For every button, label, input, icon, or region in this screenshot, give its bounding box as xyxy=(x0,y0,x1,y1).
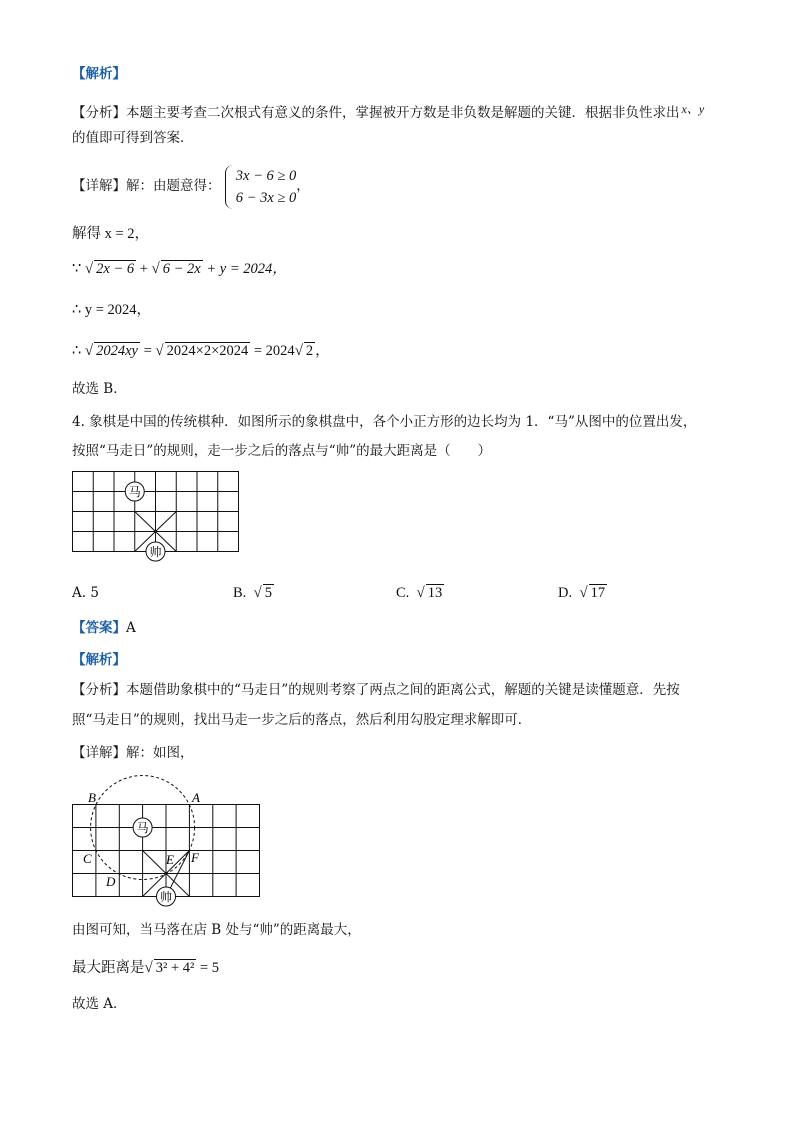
fenxi-q4-line-1: 【分析】本题借助象棋中的“马走日”的规则考察了两点之间的距离公式，解题的关键是读懂题意．先按 xyxy=(72,682,680,698)
point-a-label: A xyxy=(192,790,200,805)
q4-stem-line-2: 按照“马走日”的规则，走一步之后的落点与“帅”的最大距离是（ ） xyxy=(72,443,492,459)
jiexi-heading-1: 【解析】 xyxy=(72,66,126,82)
point-c-label: C xyxy=(83,851,92,866)
conclusion-line: 由图可知，当马落在店 B 处与“帅”的距离最大， xyxy=(72,922,361,938)
solution-figure xyxy=(66,772,266,912)
solve-line: 解得 x = 2， xyxy=(72,226,150,242)
shuai-label: 帅 xyxy=(149,545,162,559)
option-a[interactable]: A. 5 xyxy=(72,585,99,601)
chessboard-figure xyxy=(70,469,242,565)
equation-line-2: ∴ √ 2024xy = √ 2024×2×2024 = 2024√ 2 ， xyxy=(72,343,330,359)
fenxi-paragraph-1-cont: 的值即可得到答案． xyxy=(72,130,194,146)
inequality-system: 3x − 6 ≥ 0 6 − 3x ≥ 0 xyxy=(225,164,296,209)
ma-label: 马 xyxy=(128,485,141,499)
point-f-label: F xyxy=(191,850,199,865)
max-distance-line: 最大距离是√ 3² + 4² = 5 xyxy=(72,960,220,976)
point-d-label: D xyxy=(106,874,116,889)
therefore-y: ∴ y = 2024， xyxy=(72,302,152,318)
answer-line: 【答案】A xyxy=(72,620,136,636)
choose-a: 故选 A． xyxy=(72,996,127,1012)
ma-label-2: 马 xyxy=(136,821,149,835)
option-d[interactable]: D. √ 17 xyxy=(558,585,606,601)
equation-line-1: ∵ √ 2x − 6 + √ 6 − 2x + y = 2024， xyxy=(72,261,287,277)
point-b-label: B xyxy=(88,790,96,805)
fenxi-q4-line-2: 照“马走日”的规则，找出马走一步之后的落点，然后利用勾股定理求解即可． xyxy=(72,712,532,728)
q4-stem-line-1: 4. 象棋是中国的传统棋种．如图所示的象棋盘中，各个小正方形的边长均为 1．“马”从图中的位置出发， xyxy=(72,414,697,430)
jiexi-heading-2: 【解析】 xyxy=(72,652,126,668)
shuai-label-2: 帅 xyxy=(159,890,173,904)
option-c[interactable]: C. √ 13 xyxy=(396,585,443,601)
choose-b: 故选 B． xyxy=(72,381,127,397)
fenxi-paragraph-1: 【分析】本题主要考查二次根式有意义的条件，掌握被开方数是非负数是解题的关键．根据非负性求出 x、y xyxy=(72,102,705,121)
option-b[interactable]: B. √ 5 xyxy=(233,585,273,601)
point-e-label: E xyxy=(166,852,174,867)
xiangjie-q4: 【详解】解：如图， xyxy=(72,745,194,761)
xiangjie-system: 【详解】解：由题意得： 3x − 6 ≥ 0 6 − 3x ≥ 0， xyxy=(72,164,310,209)
